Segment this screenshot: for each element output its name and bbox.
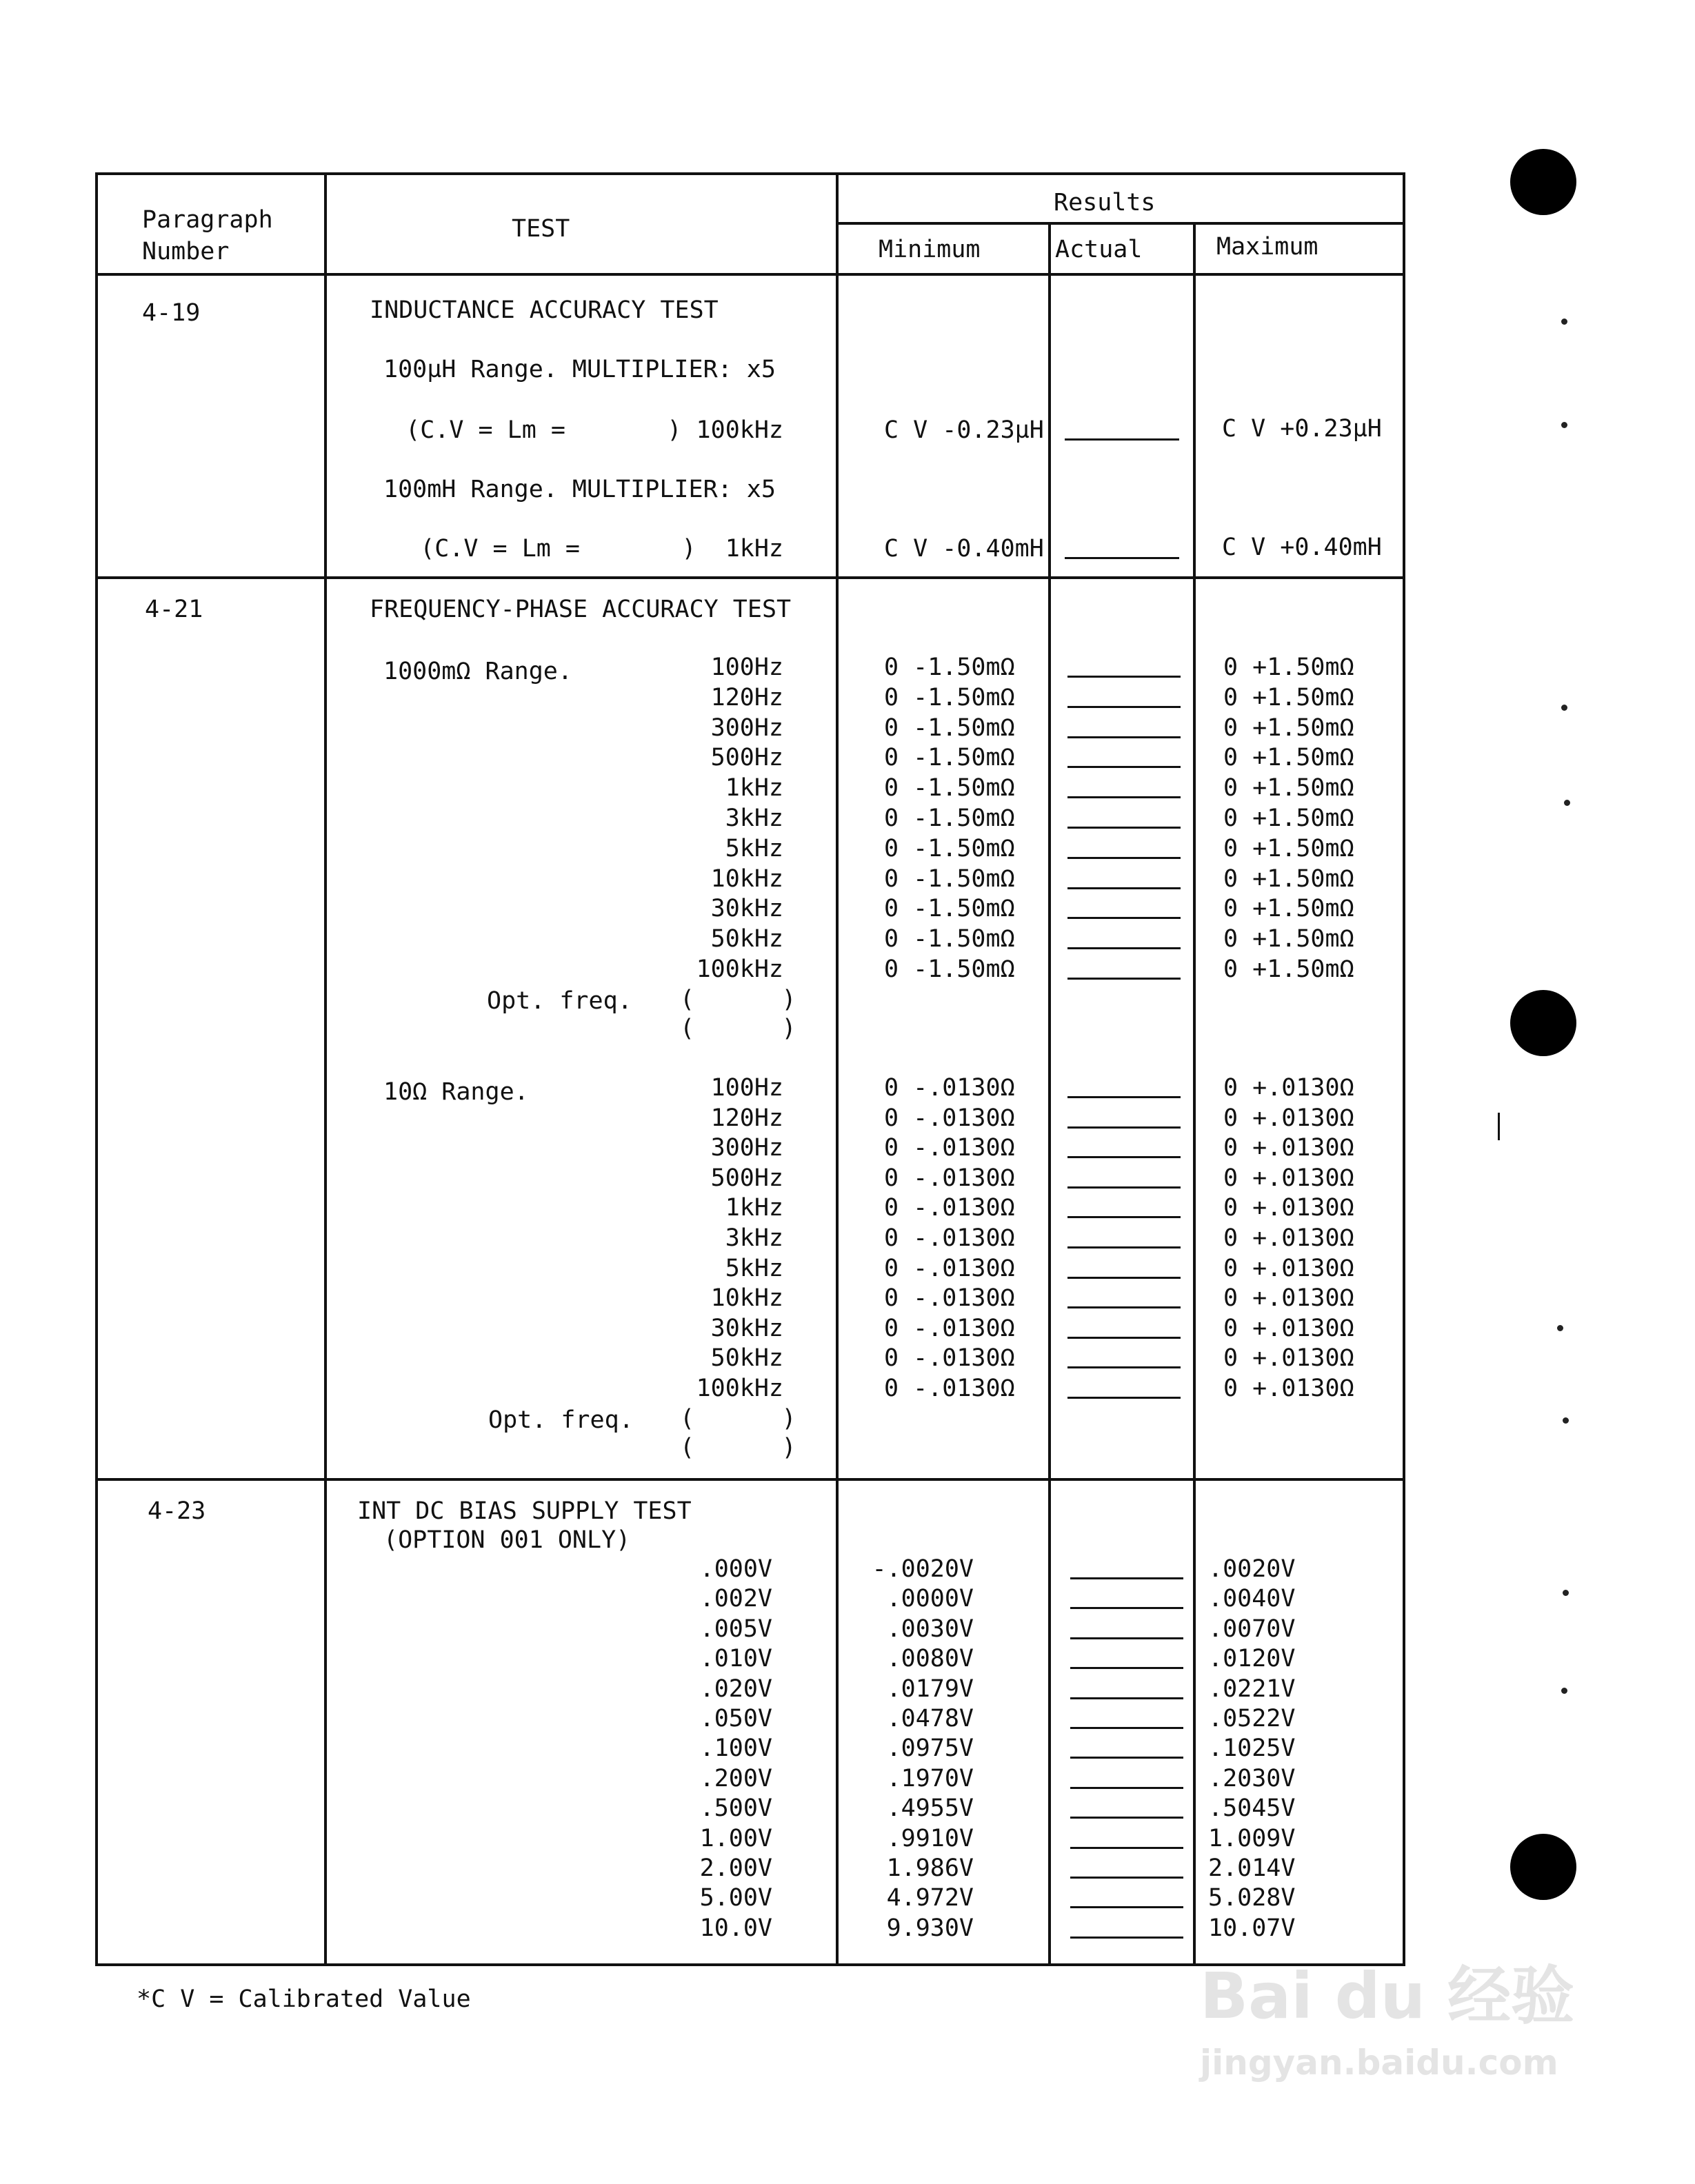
inductance-row-1-test: (C.V = Lm = ) 100kHz (405, 416, 783, 444)
frequency-value: 100kHz (696, 1375, 783, 1402)
header-bottom-border (95, 273, 1405, 276)
minimum-value: 0 -.0130Ω (884, 1314, 1015, 1342)
range-1000m-label: 1000mΩ Range. (383, 658, 572, 685)
actual-entry-line[interactable] (1067, 676, 1181, 678)
header-paragraph-number: Paragraph Number (142, 206, 273, 265)
minimum-value: 0 -.0130Ω (884, 1104, 1015, 1132)
bias-minimum-value: .4955V (886, 1794, 974, 1823)
maximum-value: 0 +.0130Ω (1223, 1314, 1354, 1342)
bias-test-value: .002V (699, 1585, 772, 1613)
actual-entry-line[interactable] (1065, 438, 1179, 441)
actual-entry-line[interactable] (1067, 706, 1181, 708)
actual-entry-line[interactable] (1067, 1277, 1181, 1279)
bias-test-value: .000V (699, 1555, 772, 1583)
actual-entry-line[interactable] (1070, 1727, 1183, 1729)
actual-entry-line[interactable] (1067, 766, 1181, 768)
actual-entry-line[interactable] (1067, 1246, 1181, 1248)
frequency-value: 100Hz (710, 654, 783, 681)
actual-entry-line[interactable] (1070, 1637, 1183, 1639)
frequency-value: 1kHz (725, 1194, 783, 1222)
bias-maximum-value: .1025V (1208, 1735, 1296, 1763)
frequency-value: 300Hz (710, 714, 783, 742)
actual-entry-line[interactable] (1070, 1787, 1183, 1789)
bias-minimum-value: 4.972V (886, 1884, 974, 1912)
paragraph-4-21: 4-21 (145, 596, 203, 623)
maximum-value: 0 +1.50mΩ (1223, 834, 1354, 862)
maximum-value: 0 +.0130Ω (1223, 1164, 1354, 1192)
minimum-value: 0 -.0130Ω (884, 1344, 1015, 1373)
bias-maximum-value: 1.009V (1208, 1824, 1296, 1852)
inductance-row-2-test: (C.V = Lm = ) 1kHz (420, 535, 783, 563)
maximum-value: 0 +.0130Ω (1223, 1344, 1354, 1373)
actual-entry-line[interactable] (1070, 1697, 1183, 1699)
minimum-value: 0 -.0130Ω (884, 1074, 1015, 1102)
actual-entry-line[interactable] (1070, 1577, 1183, 1579)
bias-maximum-value: .0120V (1208, 1645, 1296, 1673)
actual-entry-line[interactable] (1067, 736, 1181, 738)
actual-entry-line[interactable] (1067, 1186, 1181, 1189)
row-divider-4-21 (97, 1478, 1405, 1481)
actual-entry-line[interactable] (1065, 557, 1179, 559)
bias-test-value: .010V (699, 1645, 772, 1673)
dc-bias-title: INT DC BIAS SUPPLY TEST (357, 1497, 692, 1525)
actual-entry-line[interactable] (1070, 1847, 1183, 1849)
maximum-value: 0 +.0130Ω (1223, 1375, 1354, 1402)
bias-test-value: .500V (699, 1794, 772, 1823)
bias-maximum-value: .0070V (1208, 1615, 1296, 1643)
bias-test-value: 5.00V (699, 1884, 772, 1912)
actual-entry-line[interactable] (1067, 887, 1181, 889)
opt-freq-label: Opt. freq. (487, 987, 632, 1015)
row-divider-4-19 (95, 576, 1405, 579)
minimum-value: 0 -1.50mΩ (884, 805, 1015, 832)
bias-minimum-value: .1970V (886, 1764, 974, 1792)
bias-test-value: .050V (699, 1705, 772, 1732)
minimum-value: 0 -1.50mΩ (884, 774, 1015, 802)
col-divider-maximum (1193, 222, 1196, 1966)
col-divider-actual (1048, 222, 1051, 1966)
maximum-value: 0 +.0130Ω (1223, 1284, 1354, 1313)
actual-entry-line[interactable] (1067, 1126, 1181, 1129)
bias-maximum-value: .0221V (1208, 1675, 1296, 1703)
bias-minimum-value: -.0020V (872, 1555, 974, 1583)
bias-minimum-value: .0000V (886, 1585, 974, 1613)
minimum-value: 0 -.0130Ω (884, 1194, 1015, 1222)
header-test: TEST (512, 215, 570, 243)
maximum-value: 0 +1.50mΩ (1223, 744, 1354, 772)
maximum-value: 0 +1.50mΩ (1223, 774, 1354, 802)
bias-minimum-value: .0179V (886, 1675, 974, 1703)
opt-freq-label: Opt. freq. (488, 1406, 634, 1434)
bias-minimum-value: .9910V (886, 1824, 974, 1852)
inductance-row-2-max: C V +0.40mH (1222, 534, 1382, 561)
actual-entry-line[interactable] (1070, 1877, 1183, 1879)
frequency-value: 100kHz (696, 956, 783, 983)
actual-entry-line[interactable] (1070, 1757, 1183, 1759)
maximum-value: 0 +1.50mΩ (1223, 895, 1354, 923)
maximum-value: 0 +1.50mΩ (1223, 654, 1354, 681)
bias-test-value: 1.00V (699, 1824, 772, 1852)
maximum-value: 0 +1.50mΩ (1223, 805, 1354, 832)
minimum-value: 0 -1.50mΩ (884, 654, 1015, 681)
maximum-value: 0 +1.50mΩ (1223, 683, 1354, 711)
frequency-value: 100Hz (710, 1074, 783, 1102)
minimum-value: 0 -.0130Ω (884, 1284, 1015, 1313)
minimum-value: 0 -1.50mΩ (884, 895, 1015, 923)
actual-entry-line[interactable] (1067, 1216, 1181, 1218)
table-right-border (1403, 172, 1405, 1966)
actual-entry-line[interactable] (1070, 1817, 1183, 1819)
footnote: *C V = Calibrated Value (137, 1985, 471, 2013)
frequency-value: 30kHz (710, 895, 783, 923)
minimum-value: 0 -1.50mΩ (884, 714, 1015, 742)
maximum-value: 0 +.0130Ω (1223, 1104, 1354, 1132)
bias-test-value: .200V (699, 1764, 772, 1792)
dc-bias-subtitle: (OPTION 001 ONLY) (383, 1526, 631, 1554)
bias-test-value: .020V (699, 1675, 772, 1703)
minimum-value: 0 -.0130Ω (884, 1224, 1015, 1252)
opt-freq-entry[interactable]: ( ) (680, 1015, 796, 1042)
frequency-phase-title: FREQUENCY-PHASE ACCURACY TEST (370, 596, 792, 623)
bias-test-value: .100V (699, 1735, 772, 1763)
inductance-row-1-max: C V +0.23µH (1222, 415, 1382, 443)
frequency-value: 500Hz (710, 1164, 783, 1192)
inductance-row-2-min: C V -0.40mH (884, 535, 1044, 563)
frequency-value: 300Hz (710, 1134, 783, 1162)
actual-entry-line[interactable] (1067, 827, 1181, 829)
maximum-value: 0 +1.50mΩ (1223, 956, 1354, 983)
frequency-value: 5kHz (725, 834, 783, 862)
minimum-value: 0 -.0130Ω (884, 1375, 1015, 1402)
bias-maximum-value: .0020V (1208, 1555, 1296, 1583)
actual-entry-line[interactable] (1070, 1667, 1183, 1669)
bias-maximum-value: 5.028V (1208, 1884, 1296, 1912)
minimum-value: 0 -1.50mΩ (884, 925, 1015, 953)
minimum-value: 0 -1.50mΩ (884, 683, 1015, 711)
col-divider-test (324, 172, 327, 1966)
header-minimum: Minimum (879, 236, 981, 263)
table-top-border (95, 172, 1405, 175)
frequency-value: 5kHz (725, 1254, 783, 1282)
inductance-range-2: 100mH Range. MULTIPLIER: x5 (383, 476, 776, 503)
frequency-value: 3kHz (725, 1224, 783, 1252)
actual-entry-line[interactable] (1067, 917, 1181, 919)
inductance-range-1: 100µH Range. MULTIPLIER: x5 (383, 356, 776, 383)
results-divider (836, 222, 1405, 225)
maximum-value: 0 +.0130Ω (1223, 1224, 1354, 1252)
actual-entry-line[interactable] (1067, 947, 1181, 949)
inductance-row-1-min: C V -0.23µH (884, 416, 1044, 444)
actual-entry-line[interactable] (1067, 1366, 1181, 1368)
header-results: Results (1054, 189, 1156, 216)
bias-test-value: 2.00V (699, 1854, 772, 1882)
minimum-value: 0 -1.50mΩ (884, 956, 1015, 983)
watermark-brand: Bai du 经验 (1200, 1959, 1575, 2033)
bias-minimum-value: .0478V (886, 1705, 974, 1732)
paragraph-4-23: 4-23 (148, 1497, 206, 1525)
actual-entry-line[interactable] (1070, 1906, 1183, 1908)
frequency-value: 120Hz (710, 683, 783, 711)
opt-freq-entry[interactable]: ( ) (680, 1405, 796, 1433)
maximum-value: 0 +.0130Ω (1223, 1254, 1354, 1282)
bias-maximum-value: .2030V (1208, 1764, 1296, 1792)
maximum-value: 0 +1.50mΩ (1223, 925, 1354, 953)
opt-freq-entry[interactable]: ( ) (680, 1434, 796, 1462)
actual-entry-line[interactable] (1067, 1306, 1181, 1308)
actual-entry-line[interactable] (1067, 978, 1181, 980)
table-left-border (95, 172, 98, 1966)
minimum-value: 0 -.0130Ω (884, 1254, 1015, 1282)
actual-entry-line[interactable] (1067, 1397, 1181, 1399)
bias-maximum-value: 10.07V (1208, 1914, 1296, 1942)
minimum-value: 0 -1.50mΩ (884, 865, 1015, 893)
bias-maximum-value: 2.014V (1208, 1854, 1296, 1882)
maximum-value: 0 +.0130Ω (1223, 1134, 1354, 1162)
opt-freq-entry[interactable]: ( ) (680, 986, 796, 1013)
bias-maximum-value: .0522V (1208, 1705, 1296, 1732)
actual-entry-line[interactable] (1070, 1937, 1183, 1939)
bias-minimum-value: 1.986V (886, 1854, 974, 1882)
bias-maximum-value: .5045V (1208, 1794, 1296, 1823)
bias-minimum-value: .0030V (886, 1615, 974, 1643)
bias-minimum-value: 9.930V (886, 1914, 974, 1942)
actual-entry-line[interactable] (1067, 857, 1181, 859)
inductance-title: INDUCTANCE ACCURACY TEST (370, 296, 719, 324)
minimum-value: 0 -.0130Ω (884, 1164, 1015, 1192)
actual-entry-line[interactable] (1067, 1337, 1181, 1339)
bias-minimum-value: .0975V (886, 1735, 974, 1763)
bias-maximum-value: .0040V (1208, 1585, 1296, 1613)
frequency-value: 1kHz (725, 774, 783, 802)
actual-entry-line[interactable] (1067, 796, 1181, 798)
maximum-value: 0 +1.50mΩ (1223, 714, 1354, 742)
bias-test-value: .005V (699, 1615, 772, 1643)
frequency-value: 50kHz (710, 1344, 783, 1373)
range-10-label: 10Ω Range. (383, 1078, 529, 1106)
frequency-value: 120Hz (710, 1104, 783, 1132)
paragraph-4-19: 4-19 (142, 299, 201, 327)
frequency-value: 30kHz (710, 1314, 783, 1342)
frequency-value: 10kHz (710, 1284, 783, 1313)
frequency-value: 50kHz (710, 925, 783, 953)
minimum-value: 0 -.0130Ω (884, 1134, 1015, 1162)
actual-entry-line[interactable] (1067, 1096, 1181, 1098)
maximum-value: 0 +1.50mΩ (1223, 865, 1354, 893)
frequency-value: 10kHz (710, 865, 783, 893)
actual-entry-line[interactable] (1070, 1607, 1183, 1609)
minimum-value: 0 -1.50mΩ (884, 744, 1015, 772)
minimum-value: 0 -1.50mΩ (884, 834, 1015, 862)
maximum-value: 0 +.0130Ω (1223, 1194, 1354, 1222)
bias-test-value: 10.0V (699, 1914, 772, 1942)
header-actual: Actual (1055, 236, 1143, 263)
maximum-value: 0 +.0130Ω (1223, 1074, 1354, 1102)
frequency-value: 500Hz (710, 744, 783, 772)
header-maximum: Maximum (1216, 233, 1318, 261)
watermark-url: jingyan.baidu.com (1200, 2043, 1558, 2083)
actual-entry-line[interactable] (1067, 1156, 1181, 1158)
frequency-value: 3kHz (725, 805, 783, 832)
bias-minimum-value: .0080V (886, 1645, 974, 1673)
